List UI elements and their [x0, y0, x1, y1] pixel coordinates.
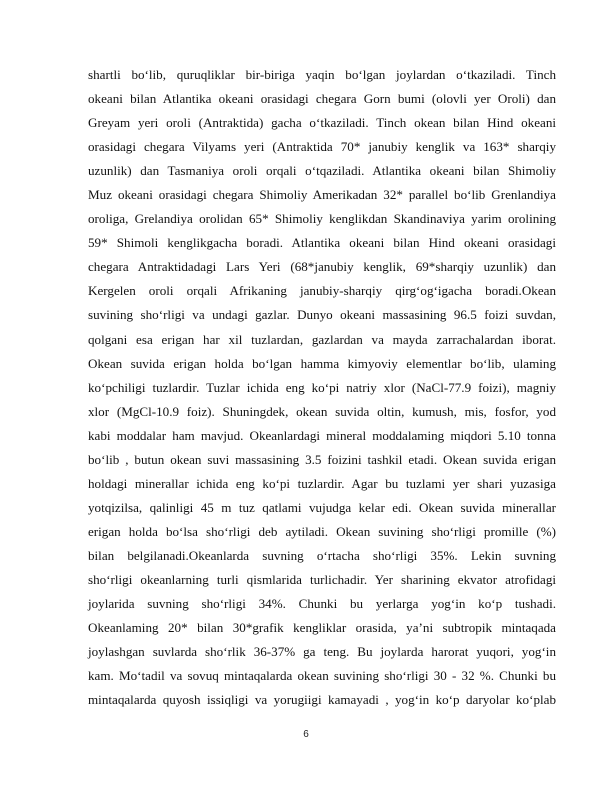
body-paragraph: [88, 63, 556, 712]
text-line: Okean suvida erigan holda boʻlgan hamma kimyoviy elementlar boʻlib, ulaming: [88, 355, 556, 371]
text-line: 59* Shimoli kenglikgacha boradi. Atlantika okeani bilan Hind okeani orasidagi: [88, 235, 556, 251]
text-line: Greyam yeri oroli (Antraktida) gacha oʻtkaziladi. Tinch okean bilan Hind okeani: [88, 115, 556, 131]
text-line: oroliga, Grelandiya orolidan 65* Shimoliy kenglikdan Skandinaviya yarim orolining: [88, 211, 556, 227]
text-line: erigan holda boʻlsa shoʻrligi deb aytiladi. Okean suvining shoʻrligi promille (%): [88, 523, 556, 539]
text-line: chegara Antraktidadagi Lars Yeri (68*janubiy kenglik, 69*sharqiy uzunlik) dan: [88, 259, 556, 275]
text-line: bilan belgilanadi.Okeanlarda suvning oʻrtacha shoʻrligi 35%. Lekin suvning: [88, 547, 556, 563]
text-line: mintaqalarda quyosh issiqligi va yorugiigi kamayadi , yogʻin koʻp daryolar koʻplab: [88, 692, 556, 708]
text-line: yotqizilsa, qalinligi 45 m tuz qatlami vujudga kelar edi. Okean suvida minerallar: [88, 499, 556, 515]
text-line: kam. Moʻtadil va sovuq mintaqalarda okean suvining shoʻrligi 30 - 32 %. Chunki bu: [88, 668, 556, 684]
text-line: Kergelen oroli orqali Afrikaning janubiy-sharqiy qirgʻogʻigacha boradi.Okean: [88, 283, 556, 299]
text-line: joylarida suvning shoʻrligi 34%. Chunki bu yerlarga yogʻin koʻp tushadi.: [88, 596, 556, 612]
text-line: qolgani esa erigan har xil tuzlardan, gazlardan va mayda zarrachalardan iborat.: [88, 331, 556, 347]
text-line: boʻlib , butun okean suvi massasining 3.5 foizini tashkil etadi. Okean suvida erigan: [88, 451, 556, 467]
text-line: shartli boʻlib, quruqliklar bir-biriga yaqin boʻlgan joylardan oʻtkaziladi. Tinch: [88, 67, 556, 82]
text-line: uzunlik) dan Tasmaniya oroli orqali oʻtqaziladi. Atlantika okeani bilan Shimoliy: [88, 163, 556, 179]
page-number: 6: [303, 729, 309, 740]
text-line: Muz okeani orasidagi chegara Shimoliy Amerikadan 32* parallel boʻlib Grenlandiya: [88, 187, 556, 203]
text-line: koʻpchiligi tuzlardir. Tuzlar ichida eng koʻpi natriy xlor (NaCl-77.9 foizi), magniy: [88, 379, 556, 395]
text-line: suvining shoʻrligi va undagi gazlar. Dunyo okeani massasining 96.5 foizi suvdan,: [88, 307, 556, 323]
text-line: okeani bilan Atlantika okeani orasidagi chegara Gorn bumi (olovli yer Oroli) dan: [88, 91, 556, 107]
text-line: joylashgan suvlarda shoʻrlik 36-37% ga teng. Bu joylarda harorat yuqori, yogʻin: [88, 644, 556, 660]
text-line: shoʻrligi okeanlarning turli qismlarida turlichadir. Yer sharining ekvator atrofidagi: [88, 571, 556, 587]
text-line: kabi moddalar ham mavjud. Okeanlardagi mineral moddalaming miqdori 5.10 tonna: [88, 427, 556, 443]
text-line: holdagi minerallar ichida eng koʻpi tuzlardir. Agar bu tuzlami yer shari yuzasiga: [88, 475, 556, 491]
text-line: orasidagi chegara Vilyams yeri (Antraktida 70* janubiy kenglik va 163* sharqiy: [88, 139, 556, 155]
text-line: Okeanlaming 20* bilan 30*grafik kengliklar orasida, ya’ni subtropik mintaqada: [88, 620, 556, 636]
text-line: xlor (MgCl-10.9 foiz). Shuningdek, okean suvida oltin, kumush, mis, fosfor, yod: [88, 403, 556, 419]
